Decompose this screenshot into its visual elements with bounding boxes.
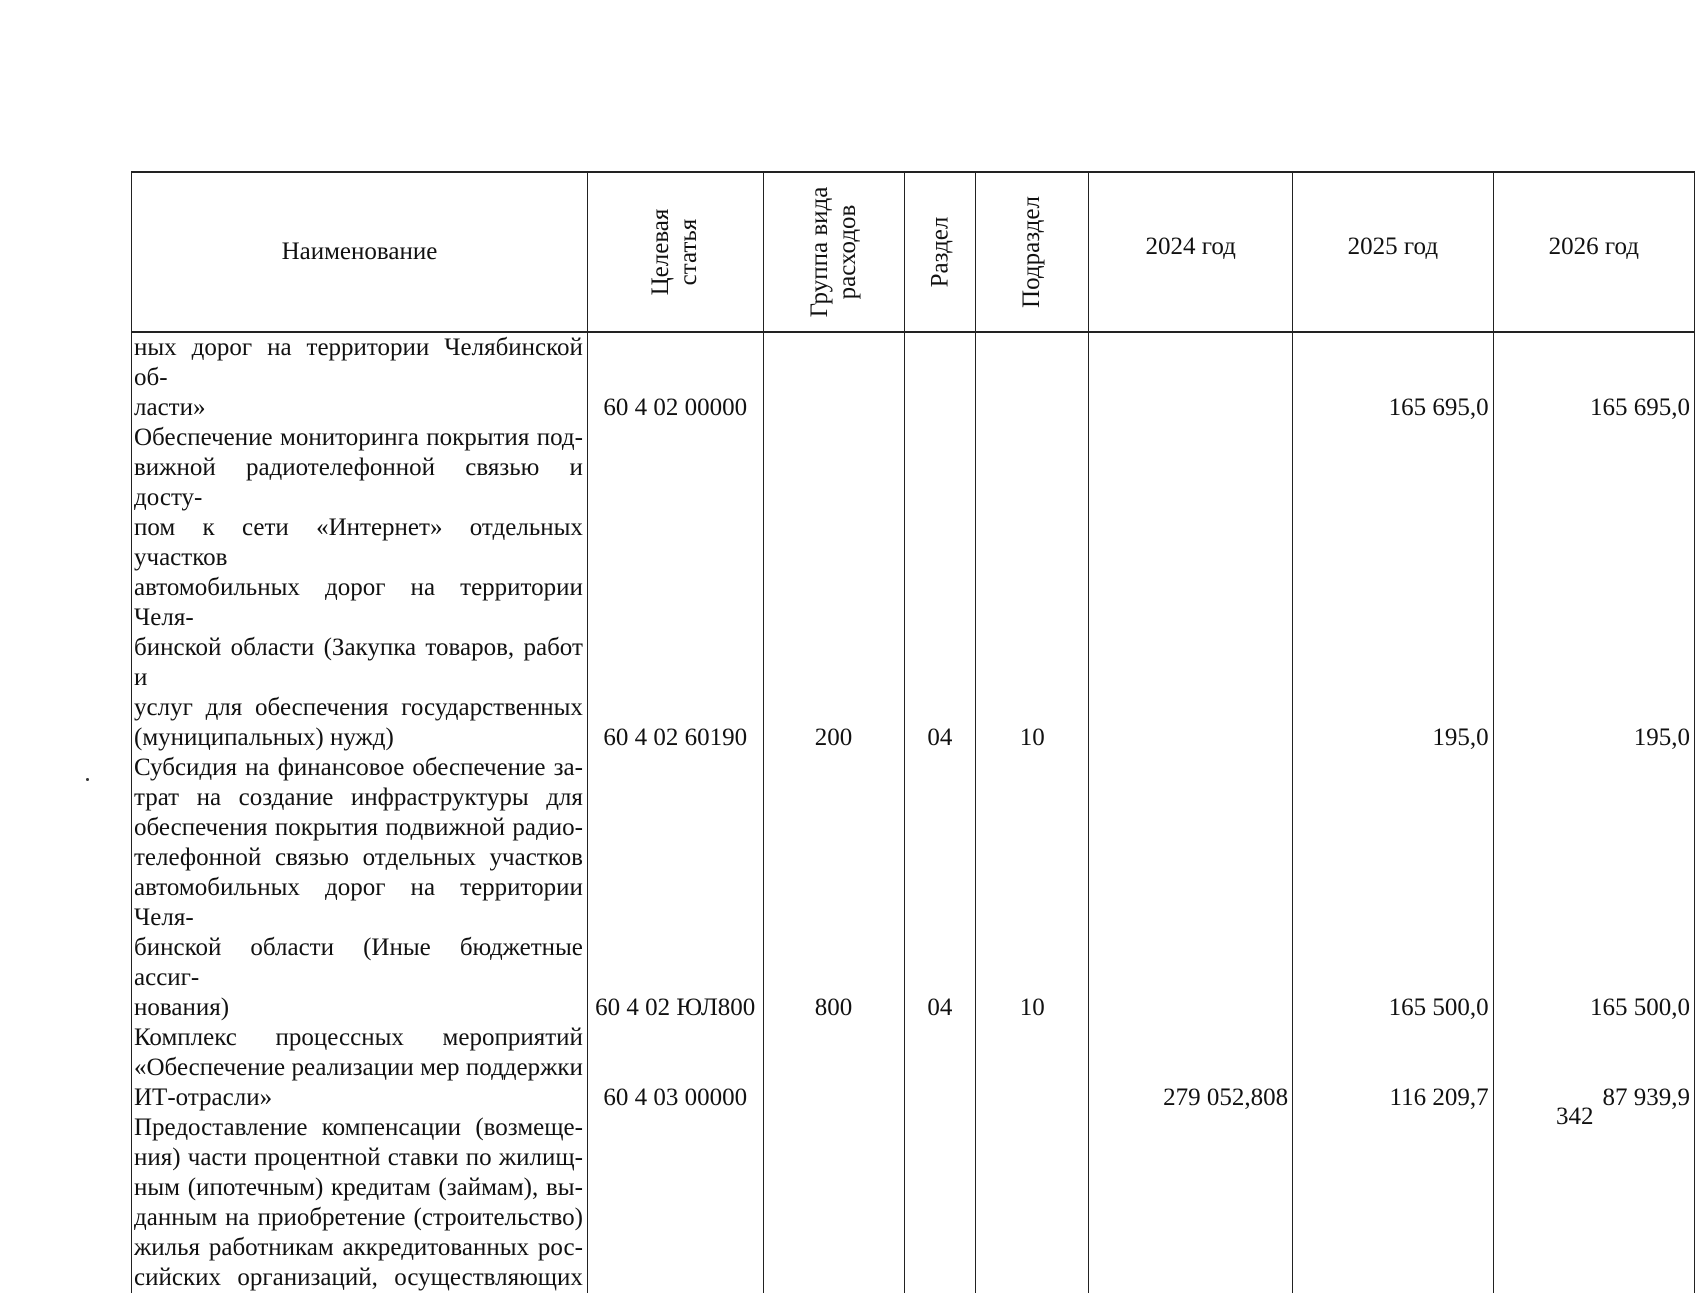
row-2025 <box>1293 1113 1493 1293</box>
row-2026: 165 695,0 <box>1493 332 1694 423</box>
row-2024 <box>1089 753 1293 1023</box>
row-target-article: 60 4 03 00000 <box>587 1023 763 1113</box>
row-subsection: 10 <box>976 753 1089 1023</box>
scan-speck <box>86 778 89 781</box>
row-target-article <box>587 1113 763 1293</box>
row-2026: 165 500,0 <box>1493 753 1694 1023</box>
row-2026: 195,0 <box>1493 423 1694 753</box>
header-year-2024: 2024 год <box>1089 172 1293 332</box>
table-row <box>132 1113 1695 1293</box>
row-section <box>904 1023 976 1113</box>
header-expense-group: Группа вида расходов <box>763 172 904 332</box>
header-year-2025: 2025 год <box>1293 172 1493 332</box>
row-section <box>904 332 976 423</box>
row-2024 <box>1089 332 1293 423</box>
row-2024 <box>1089 1113 1293 1293</box>
row-expense-group <box>763 332 904 423</box>
row-name: Обеспечение мониторинга покрытия под- вижной радиотелефонной связью и досту- пом к сети «Интернет» отдельных участков автомобильных дорог на территории Челя- бинской области (Закупка товаров, работ и услуг для обеспечения государственных (муниципальных) нужд) <box>132 423 588 753</box>
header-target-article: Целевая статья <box>587 172 763 332</box>
header-section: Раздел <box>904 172 976 332</box>
row-2025: 195,0 <box>1293 423 1493 753</box>
row-2024: 279 052,808 <box>1089 1023 1293 1113</box>
table-row <box>132 1023 1695 1113</box>
row-expense-group <box>763 1023 904 1113</box>
row-name: Предоставление компенсации (возмеще- ния) части процентной ставки по жилищ- ным (ипотечным) кредитам (займам), вы- данным на приобретение (строительство) жилья работникам аккредитованных рос- сийских организаций, осуществляющих <box>132 1113 588 1293</box>
row-subsection <box>976 332 1089 423</box>
row-expense-group <box>763 1113 904 1293</box>
row-subsection <box>976 1113 1089 1293</box>
row-2026 <box>1493 1113 1694 1293</box>
row-2025: 165 695,0 <box>1293 332 1493 423</box>
header-year-2026: 2026 год <box>1493 172 1694 332</box>
table-header-row <box>132 172 1695 332</box>
row-section <box>904 1113 976 1293</box>
row-2024 <box>1089 423 1293 753</box>
row-section: 04 <box>904 753 976 1023</box>
header-name: Наименование <box>132 172 588 332</box>
page-number: 342 <box>1556 1103 1594 1130</box>
row-target-article: 60 4 02 00000 <box>587 332 763 423</box>
row-subsection: 10 <box>976 423 1089 753</box>
row-subsection <box>976 1023 1089 1113</box>
budget-table <box>131 171 1695 1293</box>
row-name: Субсидия на финансовое обеспечение за- трат на создание инфраструктуры для обеспечения покрытия подвижной радио- телефонной связью отдельных участков автомобильных дорог на территории Челя- бинской области (Иные бюджетные ассиг- нования) <box>132 753 588 1023</box>
row-section: 04 <box>904 423 976 753</box>
row-name: Комплекс процессных мероприятий «Обеспечение реализации мер поддержки ИТ-отрасли» <box>132 1023 588 1113</box>
header-subsection: Подраздел <box>976 172 1089 332</box>
row-2026: 87 939,9 <box>1493 1023 1694 1113</box>
row-expense-group: 800 <box>763 753 904 1023</box>
table-row <box>132 332 1695 423</box>
row-expense-group: 200 <box>763 423 904 753</box>
row-target-article: 60 4 02 60190 <box>587 423 763 753</box>
row-target-article: 60 4 02 ЮЛ800 <box>587 753 763 1023</box>
row-name: ных дорог на территории Челябинской об- ласти» <box>132 332 588 423</box>
table-row <box>132 423 1695 753</box>
row-2025: 116 209,7 <box>1293 1023 1493 1113</box>
row-2025: 165 500,0 <box>1293 753 1493 1023</box>
table-row <box>132 753 1695 1023</box>
